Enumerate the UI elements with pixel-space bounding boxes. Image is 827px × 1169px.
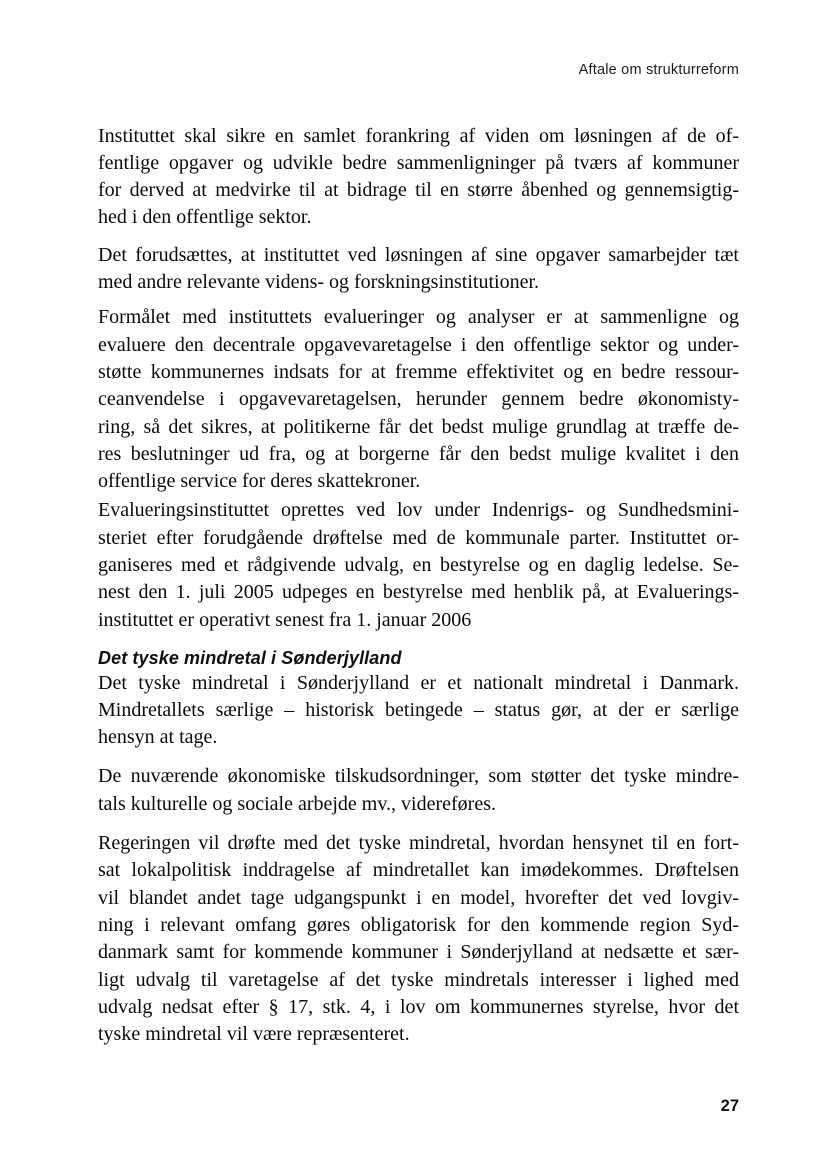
text-line: steriet efter forudgående drøftelse med de kommunale parter. Instituttet or- <box>98 526 739 549</box>
text-line: Det tyske mindretal i Sønderjylland er et nationalt mindretal i Danmark. <box>98 671 739 694</box>
text-line: hensyn at tage. <box>98 726 218 749</box>
text-line: tyske mindretal vil være repræsenteret. <box>98 1023 410 1046</box>
text-line: ganiseres med et rådgivende udvalg, en bestyrelse og en daglig ledelse. Se- <box>98 554 739 577</box>
text-line: Det forudsættes, at instituttet ved løsningen af sine opgaver samarbejder tæt <box>98 243 739 266</box>
text-line: fentlige opgaver og udvikle bedre sammenligninger på tværs af kommuner <box>98 151 739 174</box>
text-line: Evalueringsinstituttet oprettes ved lov under Indenrigs- og Sundhedsmini- <box>98 499 739 522</box>
paragraph <box>98 830 739 1048</box>
text-line: res beslutninger ud fra, og at borgerne får den bedst mulige kvalitet i den <box>98 442 739 465</box>
paragraph <box>98 242 739 297</box>
paragraph <box>98 497 739 633</box>
text-line: ceanvendelse i opgavevaretagelsen, herunder gennem bedre økonomisty- <box>98 388 739 411</box>
text-line: instituttet er operativt senest fra 1. januar 2006 <box>98 608 472 631</box>
text-line: med andre relevante videns- og forskningsinstitutioner. <box>98 271 540 294</box>
text-line: nest den 1. juli 2005 udpeges en bestyrelse med henblik på, at Evaluerings- <box>98 581 739 604</box>
text-line: evaluere den decentrale opgavevaretagelse i den offentlige sektor og under- <box>98 333 739 356</box>
text-line: danmark samt for kommende kommuner i Sønderjylland at nedsætte et sær- <box>98 941 739 964</box>
text-line: offentlige service for deres skattekroner. <box>98 470 421 493</box>
text-line: sat lokalpolitisk inddragelse af mindretallet kan imødekommes. Drøftelsen <box>98 859 739 882</box>
paragraph <box>98 304 739 495</box>
paragraph <box>98 670 739 752</box>
section-heading: Det tyske mindretal i Sønderjylland <box>98 647 402 668</box>
document-body <box>98 0 739 1048</box>
text-line: ring, så det sikres, at politikerne får det bedst mulige grundlag at træffe de- <box>98 415 739 438</box>
paragraph <box>98 763 739 818</box>
text-line: tals kulturelle og sociale arbejde mv., videreføres. <box>98 792 496 815</box>
text-line: Formålet med instituttets evalueringer og analyser er at sammenligne og <box>98 306 739 329</box>
text-line: Regeringen vil drøfte med det tyske mindretal, hvordan hensynet til en fort- <box>98 832 739 855</box>
text-line: hed i den offentlige sektor. <box>98 206 312 229</box>
running-header: Aftale om strukturreform <box>578 62 739 78</box>
text-line: Instituttet skal sikre en samlet forankring af viden om løsningen af de of- <box>98 124 739 147</box>
text-line: Mindretallets særlige – historisk betingede – status gør, at der er særlige <box>98 698 739 721</box>
text-line: De nuværende økonomiske tilskudsordninger, som støtter det tyske mindre- <box>98 765 739 788</box>
paragraph <box>98 123 739 232</box>
text-line: vil blandet andet tage udgangspunkt i en model, hvorefter det ved lovgiv- <box>98 886 739 909</box>
text-line: udvalg nedsat efter § 17, stk. 4, i lov om kommunernes styrelse, hvor det <box>98 995 739 1018</box>
text-line: ligt udvalg til varetagelse af det tyske mindretals interesser i lighed med <box>98 968 739 991</box>
text-line: for derved at medvirke til at bidrage til en større åbenhed og gennemsigtig- <box>98 179 739 202</box>
text-line: ning i relevant omfang gøres obligatorisk for den kommende region Syd- <box>98 913 739 936</box>
text-line: støtte kommunernes indsats for at fremme effektivitet og en bedre ressour- <box>98 360 739 383</box>
page-number: 27 <box>720 1097 739 1115</box>
